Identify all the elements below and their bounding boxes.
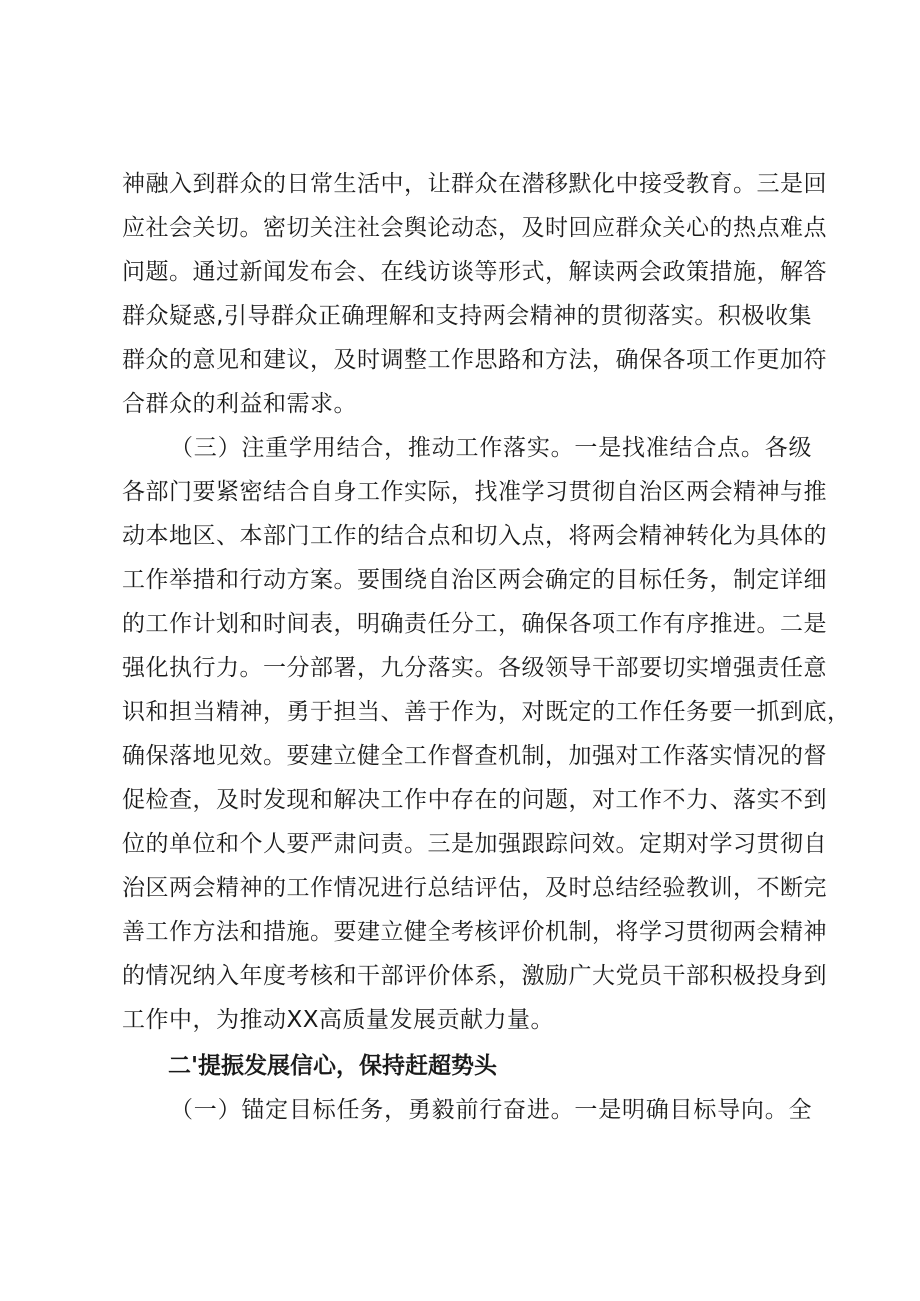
paragraph-line: 善工作方法和措施。要建立健全考核评价机制，将学习贯彻两会精神 (122, 919, 827, 945)
paragraph-line: 治区两会精神的工作情况进行总结评估，及时总结经验教训，不断完 (122, 875, 827, 901)
paragraph-line: 合群众的利益和需求。 (122, 391, 357, 417)
paragraph-line: 各部门要紧密结合自身工作实际，找准学习贯彻自治区两会精神与推 (122, 479, 827, 505)
paragraph-line: 工作中，为推动XX高质量发展贡献力量。 (122, 1007, 555, 1033)
paragraph-line: 强化执行力。一分部署，九分落实。各级领导干部要切实增强责任意 (122, 655, 827, 681)
paragraph-line: 动本地区、本部门工作的结合点和切入点，将两会精神转化为具体的 (122, 523, 827, 549)
paragraph-line: 促检查，及时发现和解决工作中存在的问题，对工作不力、落实不到 (122, 787, 827, 813)
paragraph-line: （一）锚定目标任务，勇毅前行奋进。一是明确目标导向。全 (170, 1097, 812, 1123)
paragraph-line: 群众的意见和建议，及时调整工作思路和方法，确保各项工作更加符 (122, 347, 827, 373)
paragraph-line: 应社会关切。密切关注社会舆论动态，及时回应群众关心的热点难点 (122, 215, 827, 241)
paragraph-line: 神融入到群众的日常生活中，让群众在潜移默化中接受教育。三是回 (122, 171, 827, 197)
paragraph-line: 的情况纳入年度考核和干部评价体系，激励广大党员干部积极投身到 (122, 963, 827, 989)
paragraph-line: 工作举措和行动方案。要围绕自治区两会确定的目标任务，制定详细 (122, 567, 827, 593)
paragraph-line: （三）注重学用结合，推动工作落实。一是找准结合点。各级 (170, 435, 812, 461)
paragraph-line: 识和担当精神，勇于担当、善于作为，对既定的工作任务要一抓到底， (122, 699, 851, 725)
section-heading: 二'提振发展信心，保持赶超势头 (168, 1053, 498, 1079)
paragraph-line: 群众疑惑,引导群众正确理解和支持两会精神的贯彻落实。积极收集 (122, 303, 812, 329)
paragraph-line: 问题。通过新闻发布会、在线访谈等形式，解读两会政策措施，解答 (122, 259, 827, 285)
paragraph-line: 的工作计划和时间表，明确责任分工，确保各项工作有序推进。二是 (122, 611, 827, 637)
paragraph-line: 位的单位和个人要严肃问责。三是加强跟踪问效。定期对学习贯彻自 (122, 831, 827, 857)
paragraph-line: 确保落地见效。要建立健全工作督查机制，加强对工作落实情况的督 (122, 743, 827, 769)
